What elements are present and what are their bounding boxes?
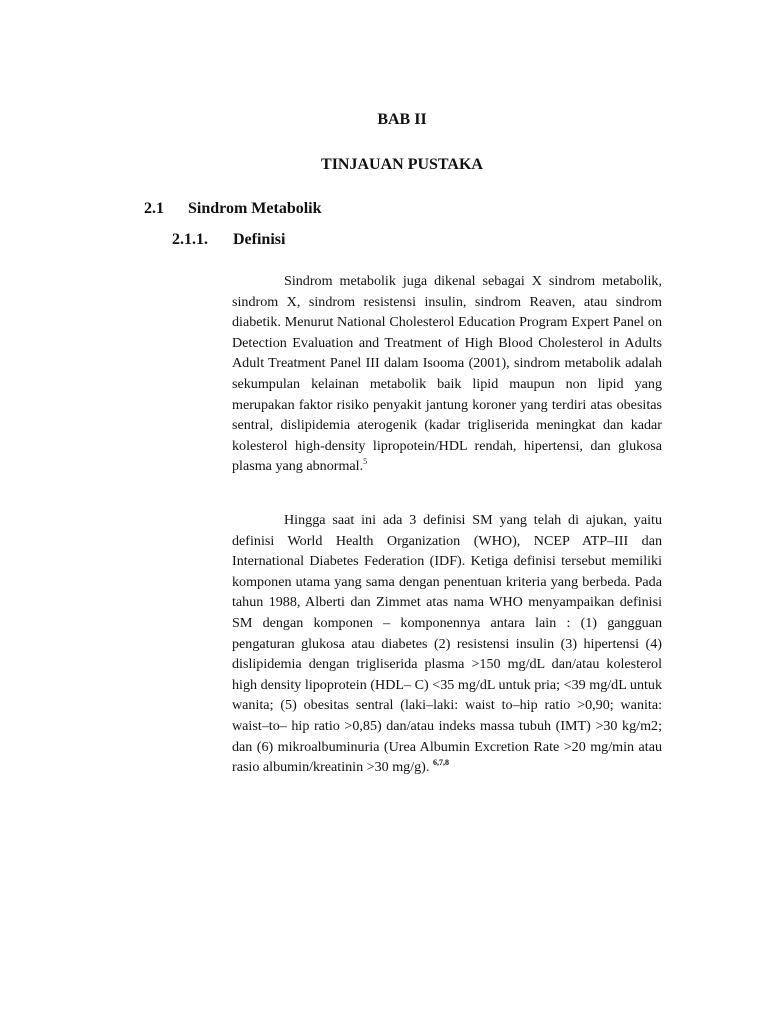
subsection-heading bbox=[172, 231, 472, 253]
body-paragraph-2-block bbox=[232, 510, 662, 778]
body-paragraph-1-block bbox=[232, 271, 662, 477]
body-paragraph bbox=[232, 271, 662, 477]
paragraph-text: Sindrom metabolik juga dikenal sebagai X sindrom metabolik, sindrom X, sindrom resistensi insulin, sindrom Reaven, atau sindrom diabetik. Menurut National Cholesterol Education Program Expert Panel on Detection Evaluation and Treatment of High Blood Cholesterol in Adults Adult Treatment Panel III dalam Isooma (2001), sindrom metabolik adalah sekumpulan kelainan metabolik baik lipid maupun non lipid yang merupakan faktor risiko penyakit jantung koroner yang terdiri atas obesitas sentral, dislipidemia aterogenik (kadar trigliserida meningkat dan kadar kolesterol high-density lipropotein/HDL rendah, hipertensi, dan glukosa plasma yang abnormal. bbox=[232, 273, 662, 475]
subsection-number: 2.1.1. bbox=[172, 231, 208, 248]
section-title: Sindrom Metabolik bbox=[188, 200, 322, 217]
chapter-label: BAB II bbox=[377, 111, 427, 128]
paragraph-text: Hingga saat ini ada 3 definisi SM yang telah di ajukan, yaitu definisi World Health Organization (WHO), NCEP ATP–III dan International Diabetes Federation (IDF). Ketiga definisi tersebut memiliki komponen utama yang sama dengan penentuan kriteria yang berbeda. Pada tahun 1988, Alberti dan Zimmet atas nama WHO menyampaikan definisi SM dengan komponen – komponennya antara lain : (1) gangguan pengaturan glukosa atau diabetes (2) resistensi insulin (3) hipertensi (4) dislipidemia dengan trigliserida plasma >150 mg/dL dan/atau kolesterol high density lipoprotein (HDL– C) <35 mg/dL untuk pria; <39 mg/dL untuk wanita; (5) obesitas sentral (laki–laki: waist to–hip ratio >0,90; wanita: waist–to– hip ratio >0,85) dan/atau indeks massa tubuh (IMT) >30 kg/m2; dan (6) mikroalbuminuria (Urea Albumin Excretion Rate >20 mg/min atau rasio albumin/kreatinin >30 mg/g). bbox=[232, 512, 662, 776]
citation-superscript: 5 bbox=[363, 457, 368, 467]
citation-superscript: 6,7,8 bbox=[432, 758, 449, 768]
section-heading bbox=[144, 200, 444, 222]
chapter-title: TINJAUAN PUSTAKA bbox=[321, 156, 483, 173]
section-number: 2.1 bbox=[144, 200, 164, 217]
body-paragraph bbox=[232, 510, 662, 778]
subsection-title: Definisi bbox=[233, 231, 286, 248]
